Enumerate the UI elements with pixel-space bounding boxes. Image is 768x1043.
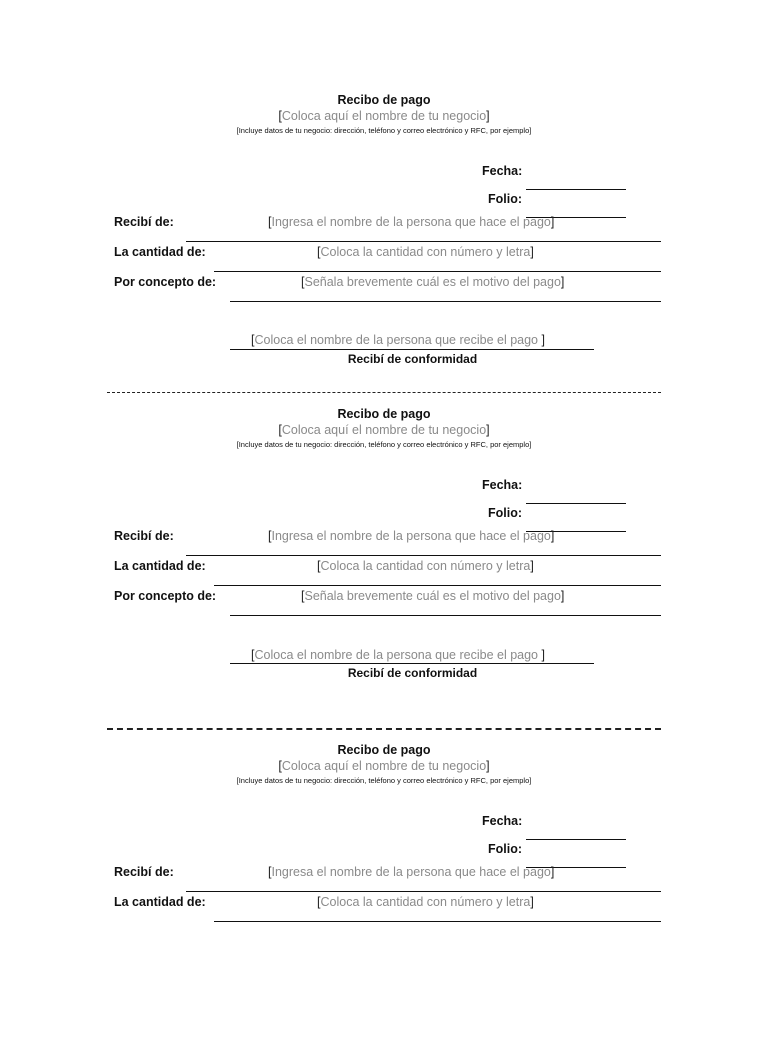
concepto-placeholder: Señala brevemente cuál es el motivo del pago <box>304 589 561 603</box>
cantidad-label: La cantidad de: <box>114 559 206 573</box>
business-note-text: Incluye datos de tu negocio: dirección, teléfono y correo electrónico y RFC, por ejemplo <box>238 776 530 785</box>
receipt-1 <box>0 93 768 393</box>
business-name-field[interactable]: [Coloca aquí el nombre de tu negocio] <box>278 423 490 437</box>
recibi-placeholder: Ingresa el nombre de la persona que hace el pago <box>271 529 551 543</box>
concepto-label: Por concepto de: <box>114 589 217 603</box>
firma-placeholder: Coloca el nombre de la persona que recibe el pago <box>254 333 542 347</box>
recibi-field[interactable]: [Ingresa el nombre de la persona que hace el pago] <box>268 865 555 879</box>
business-note-text: Incluye datos de tu negocio: dirección, teléfono y correo electrónico y RFC, por ejemplo <box>238 126 530 135</box>
folio-label: Folio: <box>488 192 523 206</box>
business-note: [Incluye datos de tu negocio: dirección, teléfono y correo electrónico y RFC, por ejemplo] <box>236 440 532 449</box>
receipt-title: Recibo de pago <box>337 743 431 757</box>
concepto-line <box>230 301 661 302</box>
recibi-label: Recibí de: <box>114 865 174 879</box>
recibi-line <box>186 891 661 892</box>
business-note: [Incluye datos de tu negocio: dirección, teléfono y correo electrónico y RFC, por ejemplo] <box>236 126 532 135</box>
receipt-title: Recibo de pago <box>337 93 431 107</box>
cantidad-label: La cantidad de: <box>114 895 206 909</box>
concepto-line <box>230 615 661 616</box>
concepto-placeholder: Señala brevemente cuál es el motivo del pago <box>304 275 561 289</box>
folio-label: Folio: <box>488 506 523 520</box>
fecha-input-line[interactable] <box>526 839 626 840</box>
firma-field[interactable]: [Coloca el nombre de la persona que recibe el pago ] <box>251 333 545 347</box>
cantidad-field[interactable]: [Coloca la cantidad con número y letra] <box>317 895 534 909</box>
recibi-label: Recibí de: <box>114 529 174 543</box>
business-name-field[interactable]: [Coloca aquí el nombre de tu negocio] <box>278 759 490 773</box>
recibi-line <box>186 555 661 556</box>
conformidad-label: Recibí de conformidad <box>347 666 478 680</box>
concepto-field[interactable]: [Señala brevemente cuál es el motivo del pago] <box>301 589 565 603</box>
business-name-placeholder: Coloca aquí el nombre de tu negocio <box>281 759 487 773</box>
cantidad-label: La cantidad de: <box>114 245 206 259</box>
folio-label: Folio: <box>488 842 523 856</box>
cut-line-2 <box>107 728 661 730</box>
cantidad-placeholder: Coloca la cantidad con número y letra <box>320 559 531 573</box>
receipt-3 <box>0 743 768 1043</box>
recibi-field[interactable]: [Ingresa el nombre de la persona que hace el pago] <box>268 529 555 543</box>
receipt-2 <box>0 407 768 707</box>
business-name-field[interactable]: [Coloca aquí el nombre de tu negocio] <box>278 109 490 123</box>
cut-line-1 <box>107 392 661 393</box>
fecha-label: Fecha: <box>482 164 523 178</box>
business-note: [Incluye datos de tu negocio: dirección, teléfono y correo electrónico y RFC, por ejemplo] <box>236 776 532 785</box>
recibi-label: Recibí de: <box>114 215 174 229</box>
firma-line <box>230 349 594 350</box>
cantidad-placeholder: Coloca la cantidad con número y letra <box>320 245 531 259</box>
recibi-field[interactable]: [Ingresa el nombre de la persona que hace el pago] <box>268 215 555 229</box>
business-name-placeholder: Coloca aquí el nombre de tu negocio <box>281 423 487 437</box>
cantidad-line <box>214 271 661 272</box>
cantidad-line <box>214 585 661 586</box>
fecha-label: Fecha: <box>482 814 523 828</box>
conformidad-label: Recibí de conformidad <box>347 352 478 366</box>
recibi-placeholder: Ingresa el nombre de la persona que hace el pago <box>271 215 551 229</box>
cantidad-placeholder: Coloca la cantidad con número y letra <box>320 895 531 909</box>
fecha-label: Fecha: <box>482 478 523 492</box>
firma-field[interactable]: [Coloca el nombre de la persona que recibe el pago ] <box>251 648 545 662</box>
concepto-label: Por concepto de: <box>114 275 217 289</box>
business-name-placeholder: Coloca aquí el nombre de tu negocio <box>281 109 487 123</box>
fecha-input-line[interactable] <box>526 503 626 504</box>
fecha-input-line[interactable] <box>526 189 626 190</box>
cantidad-field[interactable]: [Coloca la cantidad con número y letra] <box>317 559 534 573</box>
firma-line <box>230 663 594 664</box>
recibi-line <box>186 241 661 242</box>
firma-placeholder: Coloca el nombre de la persona que recibe el pago <box>254 648 542 662</box>
recibi-placeholder: Ingresa el nombre de la persona que hace el pago <box>271 865 551 879</box>
concepto-field[interactable]: [Señala brevemente cuál es el motivo del pago] <box>301 275 565 289</box>
business-note-text: Incluye datos de tu negocio: dirección, teléfono y correo electrónico y RFC, por ejemplo <box>238 440 530 449</box>
cantidad-line <box>214 921 661 922</box>
cantidad-field[interactable]: [Coloca la cantidad con número y letra] <box>317 245 534 259</box>
receipt-title: Recibo de pago <box>337 407 431 421</box>
